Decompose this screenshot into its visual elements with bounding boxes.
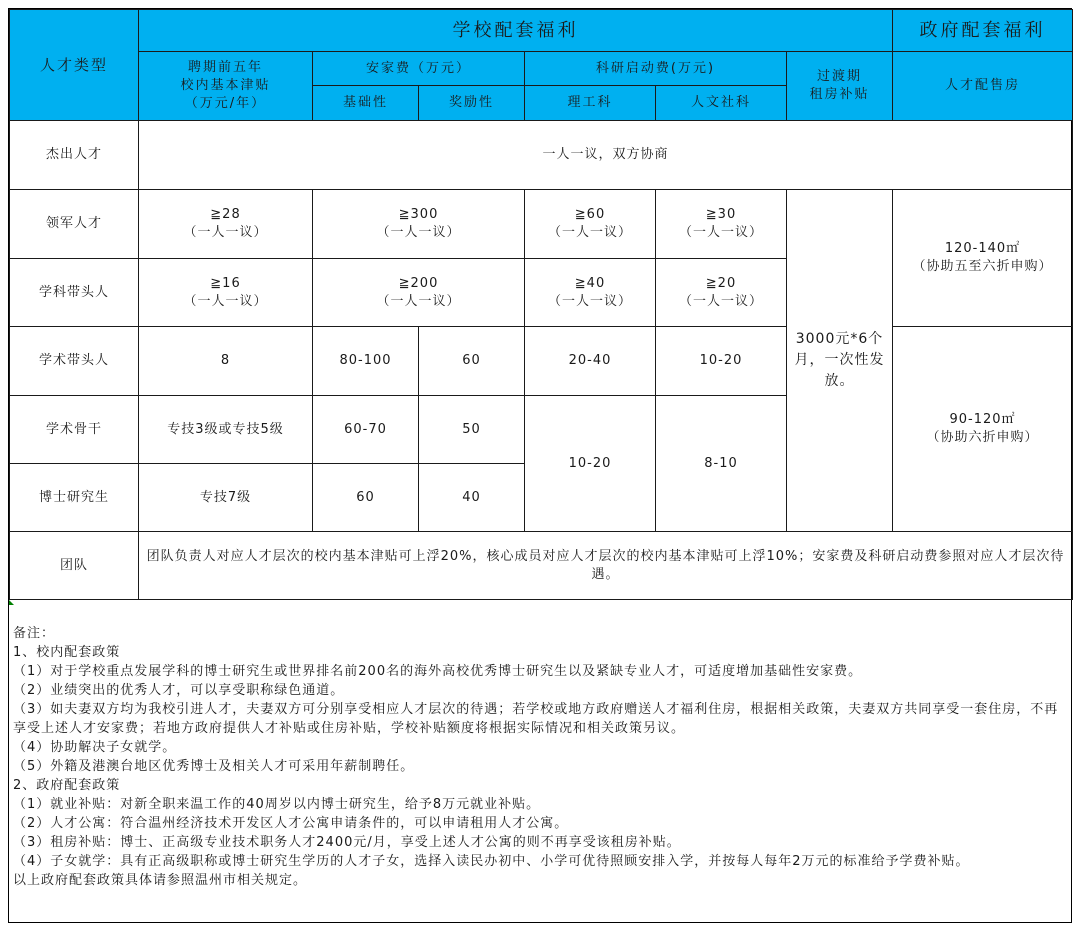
leader-allowance: ≧28 （一人一议） bbox=[139, 190, 313, 259]
discipline-research-hum: ≧20 （一人一议） bbox=[656, 259, 787, 327]
discipline-allowance: ≧16 （一人一议） bbox=[139, 259, 313, 327]
notes-line: 1、校内配套政策 bbox=[13, 645, 121, 660]
housing-high-value: 120-140㎡ （协助五至六折申购） bbox=[893, 190, 1073, 327]
team-policy-text: 团队负责人对应人才层次的校内基本津贴可上浮20%，核心成员对应人才层次的校内基本津贴可上浮10%；安家费及科研启动费参照对应人才层次待遇。 bbox=[139, 532, 1073, 600]
leader-research-hum: ≧30 （一人一议） bbox=[656, 190, 787, 259]
notes-line: （3）租房补贴：博士、正高级专业技术职务人才2400元/月，享受上述人才公寓的则不再享受该租房补贴。 bbox=[13, 835, 681, 850]
notes-line: （1）就业补贴：对新全职来温工作的40周岁以内博士研究生，给予8万元就业补贴。 bbox=[13, 797, 541, 812]
header-housing: 人才配售房 bbox=[893, 52, 1073, 121]
discipline-settle: ≧200 （一人一议） bbox=[313, 259, 525, 327]
academic-research-hum: 10-20 bbox=[656, 327, 787, 396]
lower-research-sci: 10-20 bbox=[525, 396, 656, 532]
row-label-team: 团队 bbox=[10, 532, 139, 600]
welfare-document bbox=[8, 8, 1072, 923]
housing-low-value: 90-120㎡ （协助六折申购） bbox=[893, 327, 1073, 532]
row-label-backbone: 学术骨干 bbox=[10, 396, 139, 464]
row-label-academic: 学术带头人 bbox=[10, 327, 139, 396]
header-research-sci: 理工科 bbox=[525, 86, 656, 121]
header-rent-subsidy: 过渡期 租房补贴 bbox=[787, 52, 893, 121]
phd-allowance: 专技7级 bbox=[139, 464, 313, 532]
header-settle-basic: 基础性 bbox=[313, 86, 419, 121]
header-settle-fee: 安家费（万元） bbox=[313, 52, 525, 86]
notes-footer: 以上政府配套政策具体请参照温州市相关规定。 bbox=[13, 873, 308, 888]
welfare-table bbox=[9, 9, 1073, 600]
notes-section bbox=[13, 624, 1067, 890]
phd-settle-reward: 40 bbox=[419, 464, 525, 532]
header-school-welfare: 学校配套福利 bbox=[139, 10, 893, 52]
lower-research-hum: 8-10 bbox=[656, 396, 787, 532]
notes-line: 2、政府配套政策 bbox=[13, 778, 121, 793]
academic-allowance: 8 bbox=[139, 327, 313, 396]
backbone-allowance: 专技3级或专技5级 bbox=[139, 396, 313, 464]
leader-research-sci: ≧60 （一人一议） bbox=[525, 190, 656, 259]
academic-settle-reward: 60 bbox=[419, 327, 525, 396]
phd-settle-basic: 60 bbox=[313, 464, 419, 532]
notes-heading: 备注： bbox=[13, 626, 56, 641]
header-settle-reward: 奖励性 bbox=[419, 86, 525, 121]
outstanding-value: 一人一议，双方协商 bbox=[139, 121, 1073, 190]
header-talent-type: 人才类型 bbox=[10, 10, 139, 121]
row-label-outstanding: 杰出人才 bbox=[10, 121, 139, 190]
header-gov-welfare: 政府配套福利 bbox=[893, 10, 1073, 52]
notes-line: （3）如夫妻双方均为我校引进人才，夫妻双方可分别享受相应人才层次的待遇；若学校或地方政府赠送人才福利住房，根据相关政策，夫妻双方共同享受一套住房，不再享受上述人才安家费；若地方政府提供人才补贴或住房补贴，学校补贴额度将根据实际情况和相关政策另议。 bbox=[13, 702, 1059, 736]
notes-line: （2）人才公寓：符合温州经济技术开发区人才公寓申请条件的，可以申请租用人才公寓。 bbox=[13, 816, 569, 831]
academic-research-sci: 20-40 bbox=[525, 327, 656, 396]
academic-settle-basic: 80-100 bbox=[313, 327, 419, 396]
header-research-hum: 人文社科 bbox=[656, 86, 787, 121]
cell-marker-icon bbox=[9, 600, 14, 605]
row-label-phd: 博士研究生 bbox=[10, 464, 139, 532]
notes-line: （4）协助解决子女就学。 bbox=[13, 740, 177, 755]
notes-line: （4）子女就学：具有正高级职称或博士研究生学历的人才子女，选择入读民办初中、小学可优待照顾安排入学，并按每人每年2万元的标准给予学费补贴。 bbox=[13, 854, 970, 869]
row-label-discipline: 学科带头人 bbox=[10, 259, 139, 327]
backbone-settle-reward: 50 bbox=[419, 396, 525, 464]
row-label-leader: 领军人才 bbox=[10, 190, 139, 259]
notes-line: （5）外籍及港澳台地区优秀博士及相关人才可采用年薪制聘任。 bbox=[13, 759, 415, 774]
discipline-research-sci: ≧40 （一人一议） bbox=[525, 259, 656, 327]
leader-settle: ≧300 （一人一议） bbox=[313, 190, 525, 259]
backbone-settle-basic: 60-70 bbox=[313, 396, 419, 464]
header-allowance: 聘期前五年 校内基本津贴 （万元/年） bbox=[139, 52, 313, 121]
header-research-fee: 科研启动费(万元) bbox=[525, 52, 787, 86]
notes-line: （2）业绩突出的优秀人才，可以享受职称绿色通道。 bbox=[13, 683, 345, 698]
rent-subsidy-value: 3000元*6个 月，一次性发 放。 bbox=[787, 190, 893, 532]
notes-line: （1）对于学校重点发展学科的博士研究生或世界排名前200名的海外高校优秀博士研究生以及紧缺专业人才，可适度增加基础性安家费。 bbox=[13, 664, 863, 679]
